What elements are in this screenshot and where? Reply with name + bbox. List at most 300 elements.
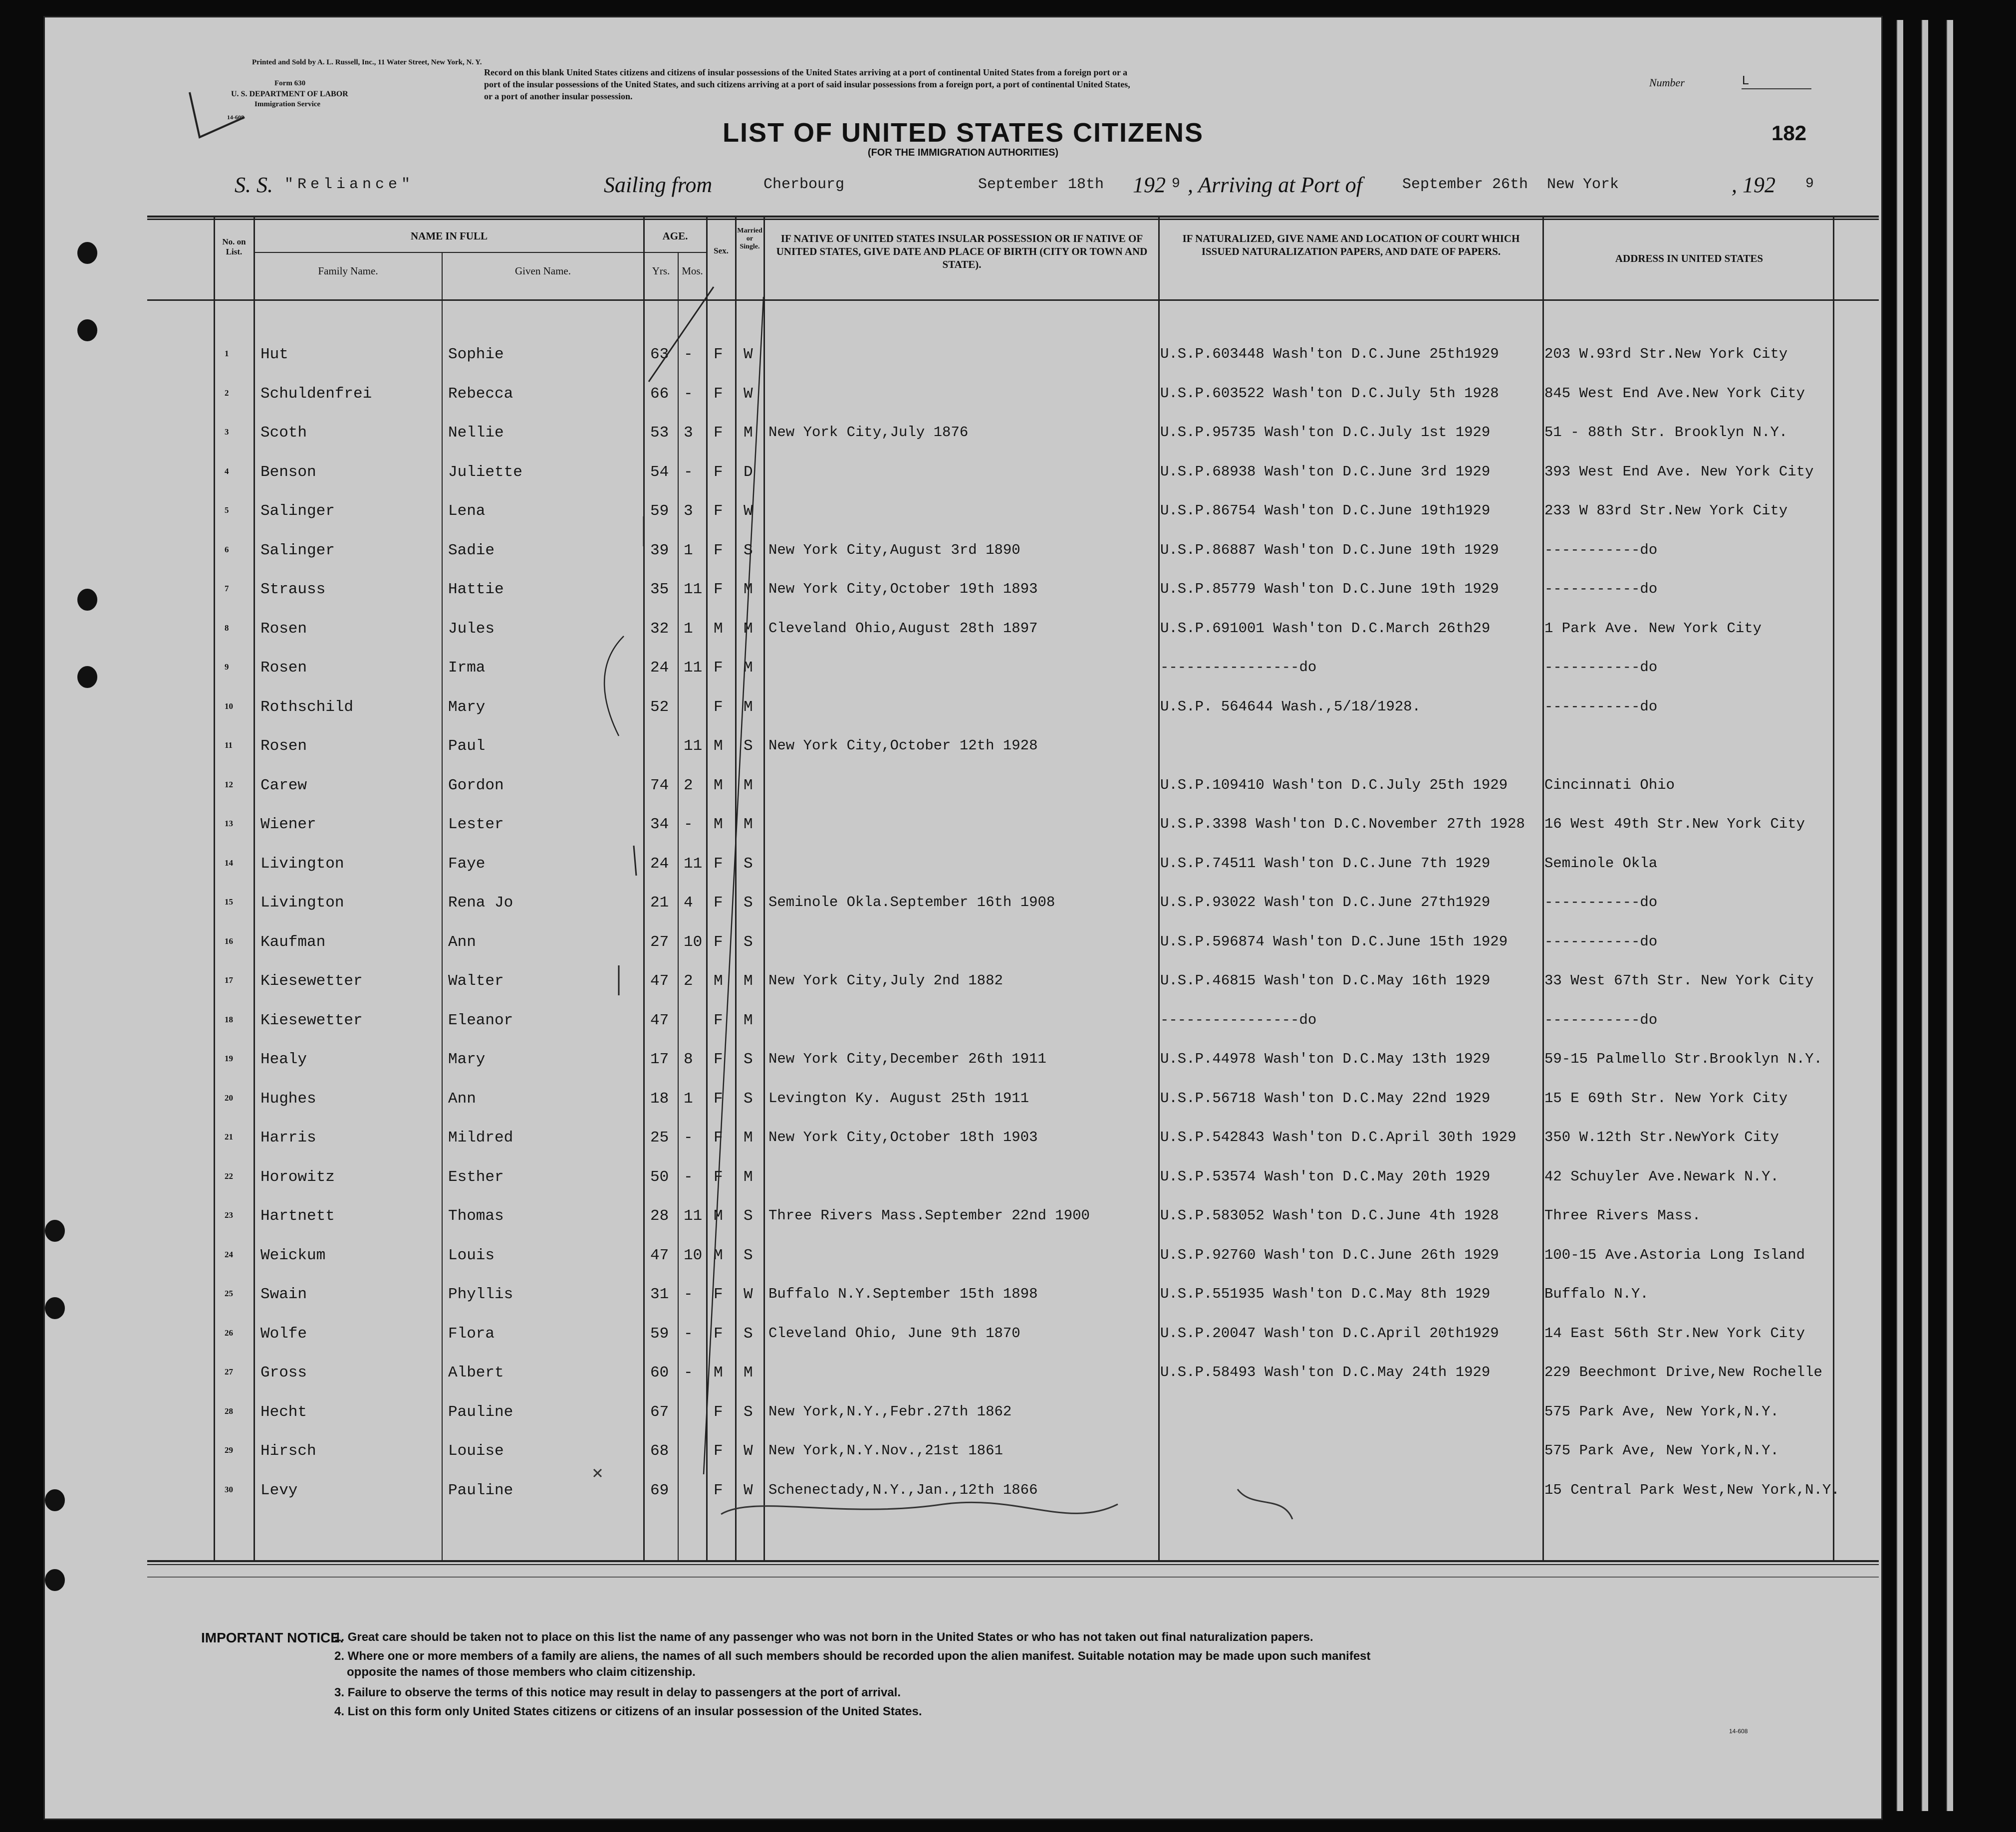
row-number: 8	[225, 623, 229, 633]
cell-yrs: 52	[650, 698, 669, 716]
sailing-from-port: Cherbourg	[763, 176, 845, 193]
ss-label: S. S.	[235, 173, 273, 197]
row-number: 25	[225, 1289, 233, 1298]
cell-nat: U.S.P.74511 Wash'ton D.C.June 7th 1929	[1160, 855, 1491, 872]
cell-mos: 11	[684, 659, 703, 677]
cell-family: Weickum	[260, 1246, 326, 1264]
manifest-sheet	[45, 17, 1881, 1819]
cell-family: Hughes	[260, 1090, 316, 1108]
cell-ms: M	[744, 1364, 753, 1381]
cell-ms: S	[744, 1051, 753, 1068]
row-number: 14	[225, 858, 233, 868]
cell-addr: 1 Park Ave. New York City	[1544, 620, 1762, 637]
cell-ms: M	[744, 659, 753, 677]
cell-ms: M	[744, 1011, 753, 1029]
cell-addr: 203 W.93rd Str.New York City	[1544, 346, 1788, 362]
row-number: 19	[225, 1054, 233, 1063]
notice-label: IMPORTANT NOTICE.	[201, 1630, 344, 1645]
page-title: LIST OF UNITED STATES CITIZENS	[723, 118, 1204, 148]
cell-sex: M	[714, 1207, 723, 1225]
footer-code: 14-608	[1729, 1728, 1748, 1735]
binder-hole	[45, 1297, 65, 1319]
cell-sex: F	[714, 346, 723, 363]
cell-ms: S	[744, 1207, 753, 1225]
cell-birth: Three Rivers Mass.September 22nd 1900	[768, 1207, 1090, 1224]
cell-sex: F	[714, 1011, 723, 1029]
cell-addr: Buffalo N.Y.	[1544, 1286, 1649, 1302]
cell-given: Sophie	[448, 346, 504, 363]
cell-ms: S	[744, 1325, 753, 1343]
cell-addr: Three Rivers Mass.	[1544, 1207, 1701, 1224]
cell-mos: 10	[684, 1246, 703, 1264]
cell-birth: New York,N.Y.,Febr.27th 1862	[768, 1403, 1012, 1420]
cell-mos: 11	[684, 581, 703, 598]
header-address: ADDRESS IN UNITED STATES	[1615, 252, 1764, 264]
cell-family: Kaufman	[260, 933, 326, 951]
cell-birth: New York City,July 2nd 1882	[768, 972, 1003, 989]
cell-given: Mary	[448, 698, 486, 716]
cell-sex: M	[714, 1364, 723, 1381]
binder-hole	[45, 1569, 65, 1591]
cell-ms: M	[744, 1129, 753, 1146]
row-number: 4	[225, 466, 229, 476]
row-number: 28	[225, 1406, 233, 1416]
cell-addr: -----------do	[1544, 933, 1658, 950]
cell-mos: 1	[684, 1090, 693, 1108]
cell-family: Schuldenfrei	[260, 385, 372, 403]
row-number: 3	[225, 427, 229, 437]
cell-ms: S	[744, 894, 753, 912]
cell-given: Albert	[448, 1364, 504, 1381]
cell-family: Carew	[260, 776, 307, 794]
cell-sex: F	[714, 1129, 723, 1146]
header-family-name: Family Name.	[318, 265, 378, 277]
binder-hole	[77, 242, 97, 264]
cell-mos: -	[684, 1168, 693, 1186]
cell-addr: 575 Park Ave, New York,N.Y.	[1544, 1442, 1779, 1459]
cell-nat: U.S.P.583052 Wash'ton D.C.June 4th 1928	[1160, 1207, 1499, 1224]
cell-family: Gross	[260, 1364, 307, 1381]
page-edge	[1896, 20, 1903, 1811]
notice-item-4: 4. List on this form only United States citizens or citizens of an insular possession of the United States.	[334, 1705, 922, 1718]
cell-sex: F	[714, 1481, 723, 1499]
cell-sex: M	[714, 972, 723, 990]
cell-ms: M	[744, 816, 753, 833]
cell-nat: U.S.P.603448 Wash'ton D.C.June 25th1929	[1160, 346, 1499, 362]
cell-given: Mildred	[448, 1129, 513, 1146]
binder-hole	[77, 319, 97, 341]
cell-addr: 59-15 Palmello Str.Brooklyn N.Y.	[1544, 1051, 1822, 1067]
cell-family: Horowitz	[260, 1168, 335, 1186]
cell-nat: U.S.P.92760 Wash'ton D.C.June 26th 1929	[1160, 1246, 1499, 1263]
cell-yrs: 39	[650, 541, 669, 559]
cell-nat: U.S.P.551935 Wash'ton D.C.May 8th 1929	[1160, 1286, 1491, 1302]
cell-birth: Seminole Okla.September 16th 1908	[768, 894, 1055, 911]
binder-hole	[45, 1220, 65, 1242]
cell-addr: 15 E 69th Str. New York City	[1544, 1090, 1788, 1107]
cell-ms: M	[744, 424, 753, 442]
number-label: Number	[1649, 76, 1685, 89]
cell-addr: Seminole Okla	[1544, 855, 1658, 872]
cell-mos: 3	[684, 502, 693, 520]
cell-yrs: 28	[650, 1207, 669, 1225]
header-naturalization: IF NATURALIZED, GIVE NAME AND LOCATION OF COURT WHICH ISSUED NATURALIZATION PAPERS, AND DATE OF PAPERS.	[1182, 232, 1520, 257]
row-number: 12	[225, 779, 233, 789]
cell-yrs: 74	[650, 776, 669, 794]
cell-sex: F	[714, 1325, 723, 1343]
cell-birth: New York City,July 1876	[768, 424, 969, 441]
cell-addr: -----------do	[1544, 541, 1658, 558]
cell-mos: 1	[684, 620, 693, 638]
header-yrs: Yrs.	[652, 265, 670, 277]
cell-sex: F	[714, 502, 723, 520]
cell-family: Livington	[260, 894, 344, 912]
cell-nat: ----------------do	[1160, 1011, 1317, 1028]
cell-birth: Buffalo N.Y.September 15th 1898	[768, 1286, 1038, 1302]
cell-sex: F	[714, 1090, 723, 1108]
cell-mos: 4	[684, 894, 693, 912]
cell-family: Levy	[260, 1481, 298, 1499]
cell-given: Lena	[448, 502, 486, 520]
cell-addr: -----------do	[1544, 1011, 1658, 1028]
form-number: Form 630	[274, 79, 306, 87]
cell-yrs: 59	[650, 502, 669, 520]
cell-yrs: 53	[650, 424, 669, 442]
cell-sex: M	[714, 816, 723, 833]
cell-addr: 16 West 49th Str.New York City	[1544, 816, 1805, 832]
header-name-in-full: NAME IN FULL	[410, 230, 488, 242]
cell-sex: F	[714, 659, 723, 677]
cell-addr: 845 West End Ave.New York City	[1544, 385, 1805, 402]
cell-family: Salinger	[260, 502, 335, 520]
page-subtitle: (FOR THE IMMIGRATION AUTHORITIES)	[867, 147, 1059, 158]
sailing-year-prefix: 192	[1133, 173, 1166, 197]
cell-yrs: 35	[650, 581, 669, 598]
cell-yrs: 54	[650, 463, 669, 481]
cell-addr: 100-15 Ave.Astoria Long Island	[1544, 1246, 1805, 1263]
cell-yrs: 32	[650, 620, 669, 638]
cell-nat: U.S.P.46815 Wash'ton D.C.May 16th 1929	[1160, 972, 1491, 989]
row-number: 20	[225, 1093, 233, 1103]
cell-nat: U.S.P.596874 Wash'ton D.C.June 15th 1929	[1160, 933, 1508, 950]
cell-nat: U.S.P.53574 Wash'ton D.C.May 20th 1929	[1160, 1168, 1491, 1185]
cell-given: Louis	[448, 1246, 495, 1264]
cell-family: Salinger	[260, 541, 335, 559]
cell-ms: S	[744, 541, 753, 559]
cell-family: Benson	[260, 463, 316, 481]
cell-sex: M	[714, 620, 723, 638]
cell-ms: W	[744, 1481, 753, 1499]
cell-family: Hartnett	[260, 1207, 335, 1225]
cell-mos: -	[684, 463, 693, 481]
row-number: 2	[225, 388, 229, 398]
cell-ms: M	[744, 776, 753, 794]
cell-mos: -	[684, 346, 693, 363]
cell-given: Paul	[448, 737, 486, 755]
row-number: 21	[225, 1132, 233, 1142]
ship-name: "Reliance"	[284, 176, 415, 193]
cell-sex: F	[714, 933, 723, 951]
cell-family: Kiesewetter	[260, 972, 363, 990]
cell-given: Juliette	[448, 463, 522, 481]
row-number: 15	[225, 897, 233, 907]
cell-family: Wiener	[260, 816, 316, 833]
sailing-year-suffix: 9	[1172, 176, 1180, 192]
notice-item-2: 2. Where one or more members of a family are aliens, the names of all such members should be recorded upon the alien manifest. Suitable notation may be made upon such manifest	[334, 1649, 1371, 1663]
cell-yrs: 60	[650, 1364, 669, 1381]
cell-family: Harris	[260, 1129, 316, 1146]
cell-family: Livington	[260, 855, 344, 873]
row-number: 17	[225, 975, 233, 985]
cell-nat: U.S.P.68938 Wash'ton D.C.June 3rd 1929	[1160, 463, 1491, 480]
cell-sex: F	[714, 424, 723, 442]
cell-family: Rosen	[260, 659, 307, 677]
cell-mos: 11	[684, 1207, 703, 1225]
cell-family: Swain	[260, 1286, 307, 1303]
cell-mos: 1	[684, 541, 693, 559]
cell-addr: 575 Park Ave, New York,N.Y.	[1544, 1403, 1779, 1420]
notice-item-2b: opposite the names of those members who claim citizenship.	[347, 1665, 696, 1679]
cell-addr: 229 Beechmont Drive,New Rochelle	[1544, 1364, 1822, 1380]
cell-given: Rebecca	[448, 385, 513, 403]
cell-family: Hirsch	[260, 1442, 316, 1460]
cell-given: Phyllis	[448, 1286, 513, 1303]
cell-sex: F	[714, 581, 723, 598]
cell-birth: New York City,October 12th 1928	[768, 737, 1038, 754]
cell-given: Pauline	[448, 1403, 513, 1421]
cell-nat: U.S.P.95735 Wash'ton D.C.July 1st 1929	[1160, 424, 1491, 441]
row-number: 27	[225, 1367, 233, 1376]
cell-sex: M	[714, 737, 723, 755]
cell-family: Hut	[260, 346, 288, 363]
cell-given: Hattie	[448, 581, 504, 598]
page-edge	[1946, 20, 1953, 1811]
cell-yrs: 68	[650, 1442, 669, 1460]
cell-ms: S	[744, 933, 753, 951]
cell-family: Rosen	[260, 737, 307, 755]
header-sex: Sex.	[714, 246, 729, 255]
cell-addr: 233 W 83rd Str.New York City	[1544, 502, 1788, 519]
cell-sex: F	[714, 1403, 723, 1421]
cell-mos: 11	[684, 855, 703, 873]
cell-addr: -----------do	[1544, 894, 1658, 911]
row-number: 29	[225, 1445, 233, 1455]
instruction-line-2: port of the insular possessions of the United States, and such citizens arriving at a port of said insular possessions from a foreign port, a port of continental United States,	[484, 79, 1130, 89]
cell-mos: 11	[684, 737, 703, 755]
cell-yrs: 31	[650, 1286, 669, 1303]
cell-sex: F	[714, 894, 723, 912]
cell-family: Rosen	[260, 620, 307, 638]
handwritten-marks	[45, 17, 1881, 1819]
department: U. S. DEPARTMENT OF LABOR	[231, 90, 348, 98]
cell-sex: F	[714, 1442, 723, 1460]
cell-mos: -	[684, 1364, 693, 1381]
notice-separator	[147, 1577, 1879, 1578]
cell-nat: U.S.P.85779 Wash'ton D.C.June 19th 1929	[1160, 581, 1499, 597]
row-number: 1	[225, 349, 229, 358]
cell-ms: M	[744, 698, 753, 716]
cell-nat: U.S.P.3398 Wash'ton D.C.November 27th 1928	[1160, 816, 1525, 832]
cell-given: Flora	[448, 1325, 495, 1343]
cell-mos: -	[684, 1286, 693, 1303]
cell-addr: 42 Schuyler Ave.Newark N.Y.	[1544, 1168, 1779, 1185]
row-number: 24	[225, 1249, 233, 1259]
row-number: 18	[225, 1014, 233, 1024]
sailing-date: September 18th	[978, 176, 1104, 193]
arriving-label: , Arriving at Port of	[1188, 173, 1362, 197]
cell-yrs: 47	[650, 972, 669, 990]
cell-ms: W	[744, 346, 753, 363]
binder-hole	[45, 1489, 65, 1511]
cell-nat: U.S.P.56718 Wash'ton D.C.May 22nd 1929	[1160, 1090, 1491, 1107]
arrival-date: September 26th	[1402, 176, 1528, 193]
page-number: 182	[1771, 121, 1807, 145]
cell-addr: 393 West End Ave. New York City	[1544, 463, 1814, 480]
cell-birth: Schenectady,N.Y.,Jan.,12th 1866	[768, 1481, 1038, 1498]
cell-ms: M	[744, 972, 753, 990]
cell-ms: S	[744, 1403, 753, 1421]
cell-ms: M	[744, 1168, 753, 1186]
printer-line: Printed and Sold by A. L. Russell, Inc., 11 Water Street, New York, N. Y.	[252, 58, 482, 66]
cell-family: Rothschild	[260, 698, 354, 716]
binder-hole	[77, 666, 97, 688]
service: Immigration Service	[254, 100, 321, 108]
cell-given: Sadie	[448, 541, 495, 559]
header-mos: Mos.	[682, 265, 703, 277]
cell-mos: 3	[684, 424, 693, 442]
cell-yrs: 21	[650, 894, 669, 912]
cell-given: Faye	[448, 855, 486, 873]
arrival-year-number: 192	[1743, 173, 1775, 197]
cell-ms: S	[744, 1246, 753, 1264]
cell-addr: 51 - 88th Str. Brooklyn N.Y.	[1544, 424, 1788, 441]
cell-yrs: 69	[650, 1481, 669, 1499]
cell-yrs: 24	[650, 855, 669, 873]
binder-hole	[77, 589, 97, 611]
cell-addr: 15 Central Park West,New York,N.Y.	[1544, 1481, 1840, 1498]
header-age: AGE.	[662, 230, 688, 242]
cell-mos: -	[684, 1325, 693, 1343]
cell-given: Lester	[448, 816, 504, 833]
cell-nat: U.S.P.58493 Wash'ton D.C.May 24th 1929	[1160, 1364, 1491, 1380]
cell-family: Wolfe	[260, 1325, 307, 1343]
row-number: 5	[225, 505, 229, 515]
cell-addr: -----------do	[1544, 698, 1658, 715]
arrival-year-prefix: , 192	[1732, 173, 1775, 197]
cell-given: Mary	[448, 1051, 486, 1068]
cell-ms: D	[744, 463, 753, 481]
row-number: 11	[225, 740, 233, 750]
cell-nat: U.S.P.86887 Wash'ton D.C.June 19th 1929	[1160, 541, 1499, 558]
cell-nat: U.S.P.44978 Wash'ton D.C.May 13th 1929	[1160, 1051, 1491, 1067]
cell-sex: M	[714, 776, 723, 794]
cell-yrs: 24	[650, 659, 669, 677]
row-number: 23	[225, 1210, 233, 1220]
cell-mos: -	[684, 816, 693, 833]
cell-mos: -	[684, 385, 693, 403]
cell-given: Jules	[448, 620, 495, 638]
cell-given: Walter	[448, 972, 504, 990]
cell-birth: New York City,October 19th 1893	[768, 581, 1038, 597]
cell-addr: 33 West 67th Str. New York City	[1544, 972, 1814, 989]
cell-yrs: 17	[650, 1051, 669, 1068]
cell-nat: U.S.P.93022 Wash'ton D.C.June 27th1929	[1160, 894, 1491, 911]
header-married-single: Married or Single.	[737, 227, 762, 250]
row-number: 16	[225, 936, 233, 946]
cell-nat: U.S.P. 564644 Wash.,5/18/1928.	[1160, 698, 1421, 715]
cell-given: Nellie	[448, 424, 504, 442]
cell-given: Eleanor	[448, 1011, 513, 1029]
cell-birth: New York,N.Y.Nov.,21st 1861	[768, 1442, 1003, 1459]
cell-ms: M	[744, 581, 753, 598]
header-birth-place: IF NATIVE OF UNITED STATES INSULAR POSSESSION OR IF NATIVE OF UNITED STATES, GIVE DATE AND PLACE OF BIRTH (CITY OR TOWN AND STATE).	[776, 232, 1148, 270]
cell-ms: M	[744, 620, 753, 638]
cell-given: Gordon	[448, 776, 504, 794]
page-edge	[1921, 20, 1928, 1811]
cell-family: Healy	[260, 1051, 307, 1068]
cell-nat: ----------------do	[1160, 659, 1317, 676]
cell-yrs: 59	[650, 1325, 669, 1343]
cell-given: Rena Jo	[448, 894, 513, 912]
notice-item-3: 3. Failure to observe the terms of this notice may result in delay to passengers at the port of arrival.	[334, 1686, 901, 1699]
cell-mos: 2	[684, 776, 693, 794]
row-number: 22	[225, 1171, 233, 1181]
cell-family: Strauss	[260, 581, 326, 598]
cell-birth: New York City,October 18th 1903	[768, 1129, 1038, 1145]
row-number: 10	[225, 701, 233, 711]
cell-yrs: 67	[650, 1403, 669, 1421]
header-given-name: Given Name.	[515, 265, 571, 277]
sailing-from-label: Sailing from	[604, 173, 713, 197]
cell-nat: U.S.P.109410 Wash'ton D.C.July 25th 1929	[1160, 776, 1508, 793]
instruction-line-1: Record on this blank United States citizens and citizens of insular possessions of the United States arriving at a port of continental United States from a foreign port or a	[484, 67, 1128, 77]
cell-mos: 8	[684, 1051, 693, 1068]
cell-given: Ann	[448, 1090, 476, 1108]
cell-given: Thomas	[448, 1207, 504, 1225]
cell-family: Hecht	[260, 1403, 307, 1421]
cell-birth: Levington Ky. August 25th 1911	[768, 1090, 1029, 1107]
cell-yrs: 47	[650, 1246, 669, 1264]
row-number: 13	[225, 819, 233, 828]
cell-sex: F	[714, 385, 723, 403]
row-number: 30	[225, 1484, 233, 1494]
row-number: 26	[225, 1328, 233, 1338]
cell-yrs: 63	[650, 346, 669, 363]
notice-item-1: 1. Great care should be taken not to place on this list the name of any passenger who was not born in the United States or who has not taken out final naturalization papers.	[334, 1630, 1313, 1644]
cell-given: Esther	[448, 1168, 504, 1186]
header-no-on-list: No. on List.	[222, 237, 246, 256]
cell-nat: U.S.P.691001 Wash'ton D.C.March 26th29	[1160, 620, 1491, 637]
cell-addr: -----------do	[1544, 581, 1658, 597]
cell-nat: U.S.P.86754 Wash'ton D.C.June 19th1929	[1160, 502, 1491, 519]
cell-ms: W	[744, 1286, 753, 1303]
cell-ms: W	[744, 385, 753, 403]
cell-sex: F	[714, 1051, 723, 1068]
cell-ms: S	[744, 737, 753, 755]
cell-given: Pauline	[448, 1481, 513, 1499]
cell-sex: F	[714, 1168, 723, 1186]
cell-given: Irma	[448, 659, 486, 677]
cell-sex: F	[714, 855, 723, 873]
cell-given: Louise	[448, 1442, 504, 1460]
cell-yrs: 66	[650, 385, 669, 403]
arrival-port: New York	[1547, 176, 1619, 193]
row-number: 6	[225, 544, 229, 554]
cell-ms: S	[744, 1090, 753, 1108]
cell-mos: 10	[684, 933, 703, 951]
cell-sex: F	[714, 698, 723, 716]
row-number: 9	[225, 662, 229, 672]
